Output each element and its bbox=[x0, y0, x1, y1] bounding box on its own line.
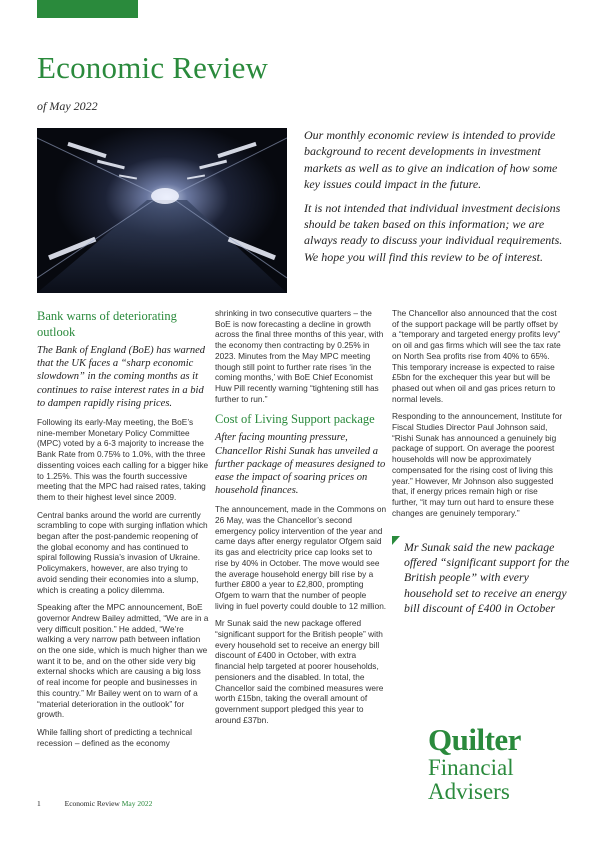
article-standfirst: The Bank of England (BoE) has warned that the UK faces a “sharp economic slowdown” in the coming months as it continues to raise interest rates in a bid to dampen rapidly rising prices. bbox=[37, 345, 205, 409]
body-paragraph: While falling short of predicting a technical recession – defined as the economy bbox=[37, 727, 192, 748]
body-paragraph: Mr Sunak said the new package offered “significant support for the British people” with every household set to receive an energy bill discount of £400 in October, with extra financial help targeted at poorer households, pensioners and the disabled. In total, the Chancellor said the combined measures were worth £15bn, taking the overall amount of government support pledged this year to around £37bn. bbox=[215, 618, 384, 725]
body-paragraph: shrinking in two consecutive quarters – the BoE is now forecasting a decline in growth across the final three months of this year, with the economy then contracting by 0.25% in 2023. Minutes from the May MPC meeting though still point to further rate rises ‘in the coming months,’ with BoE Chief Economist Huw Pill recently warning “tightening still has further to run.” bbox=[215, 308, 384, 404]
footer-month: May 2022 bbox=[121, 799, 153, 808]
column-2 bbox=[215, 308, 387, 732]
body-paragraph: The announcement, made in the Commons on 26 May, was the Chancellor’s second emergency policy intervention of the year and came days after energy regulator Ofgem said its gas and electricity price cap looks set to rise by 40% in October. The move would see the average household energy bill rise by a further £800 a year to £2,800, prompting Ofgem to warn that the number of people living in fuel poverty could double to 12 million. bbox=[215, 504, 387, 611]
tunnel-lights-illustration bbox=[37, 128, 287, 293]
pull-quote: Mr Sunak said the new package offered “significant support for the British people” with every household set to receive an energy bill discount of £400 in October bbox=[404, 540, 570, 615]
logo-line-financial: Financial bbox=[428, 755, 514, 780]
intro-paragraph: It is not intended that individual investment decisions should be taken based on this information; we are always ready to discuss your individual requirements. We hope you will find this review to be of interest. bbox=[304, 200, 563, 264]
article-standfirst: After facing mounting pressure, Chancellor Rishi Sunak has unveiled a further package of measures designed to ease the impact of soaring prices on household finances. bbox=[215, 432, 386, 497]
body-paragraph: Speaking after the MPC announcement, BoE governor Andrew Bailey admitted, “We are in a very difficult position.” He added, “We’re walking a very narrow path between inflation on the one side, which is much higher than we want it to be, and on the other side very big external shocks which are causing a big loss of real income for people and businesses in this country.” Mr Bailey went on to warn of a “material deterioration in the outlook” for growth. bbox=[37, 602, 209, 720]
column-3 bbox=[392, 308, 564, 525]
page-footer bbox=[37, 799, 152, 808]
article-heading: Cost of Living Support package bbox=[215, 412, 375, 427]
body-paragraph: The Chancellor also announced that the cost of the support package will be partly offset by a “temporary and targeted energy profits levy” on oil and gas firms which will see the tax rate on North Sea profits rise from 40% to 65%. This temporary increase is expected to raise £5bn for the exchequer this year but will be phased out when oil and gas prices return to normal levels. bbox=[392, 308, 561, 404]
page-number: 1 bbox=[37, 799, 41, 808]
hero-image bbox=[37, 128, 287, 293]
issue-date: of May 2022 bbox=[37, 99, 98, 113]
intro-paragraph: Our monthly economic review is intended to provide background to recent developments in investment markets as well as to give an indication of how some key issues could impact in the future. bbox=[304, 128, 558, 192]
quilter-logo bbox=[428, 724, 521, 803]
body-paragraph: Following its early-May meeting, the BoE’s nine-member Monetary Policy Committee (MPC) voted by a 6-3 majority to increase the Bank Rate from 0.75% to 1.0%, with the three dissenting voices each calling for a bigger hike to 1.25%. This was the fourth successive meeting that the MPC had raised rates, taking them to their highest level since 2009. bbox=[37, 417, 209, 502]
footer-publication: Economic Review bbox=[64, 799, 120, 808]
logo-line-advisers: Advisers bbox=[428, 779, 510, 804]
body-paragraph: Responding to the announcement, Institute for Fiscal Studies Director Paul Johnson said, “Rishi Sunak has announced a genuinely big package of support. On average the poorest households will now be approximately compensated for the rising cost of living this year.” However, Mr Johnson also suggested that, if energy prices remain high or rise further, “it may turn out hard to ensure these changes are genuinely temporary.” bbox=[392, 411, 563, 518]
pull-quote-marker bbox=[392, 536, 400, 545]
header-accent-block bbox=[37, 0, 138, 18]
column-1 bbox=[37, 308, 209, 755]
article-heading: Bank warns of deteriorating outlook bbox=[37, 309, 177, 339]
intro-text bbox=[304, 127, 566, 272]
body-paragraph: Central banks around the world are currently scrambling to cope with surging inflation which began after the post-pandemic reopening of the global economy and has continued to spiral following Russia’s invasion of Ukraine. Policymakers, however, are also trying to avoid sending their economies into a slump, which is creating a policy dilemma. bbox=[37, 509, 208, 595]
logo-brand: Quilter bbox=[428, 722, 521, 757]
page-title: Economic Review bbox=[37, 50, 269, 85]
